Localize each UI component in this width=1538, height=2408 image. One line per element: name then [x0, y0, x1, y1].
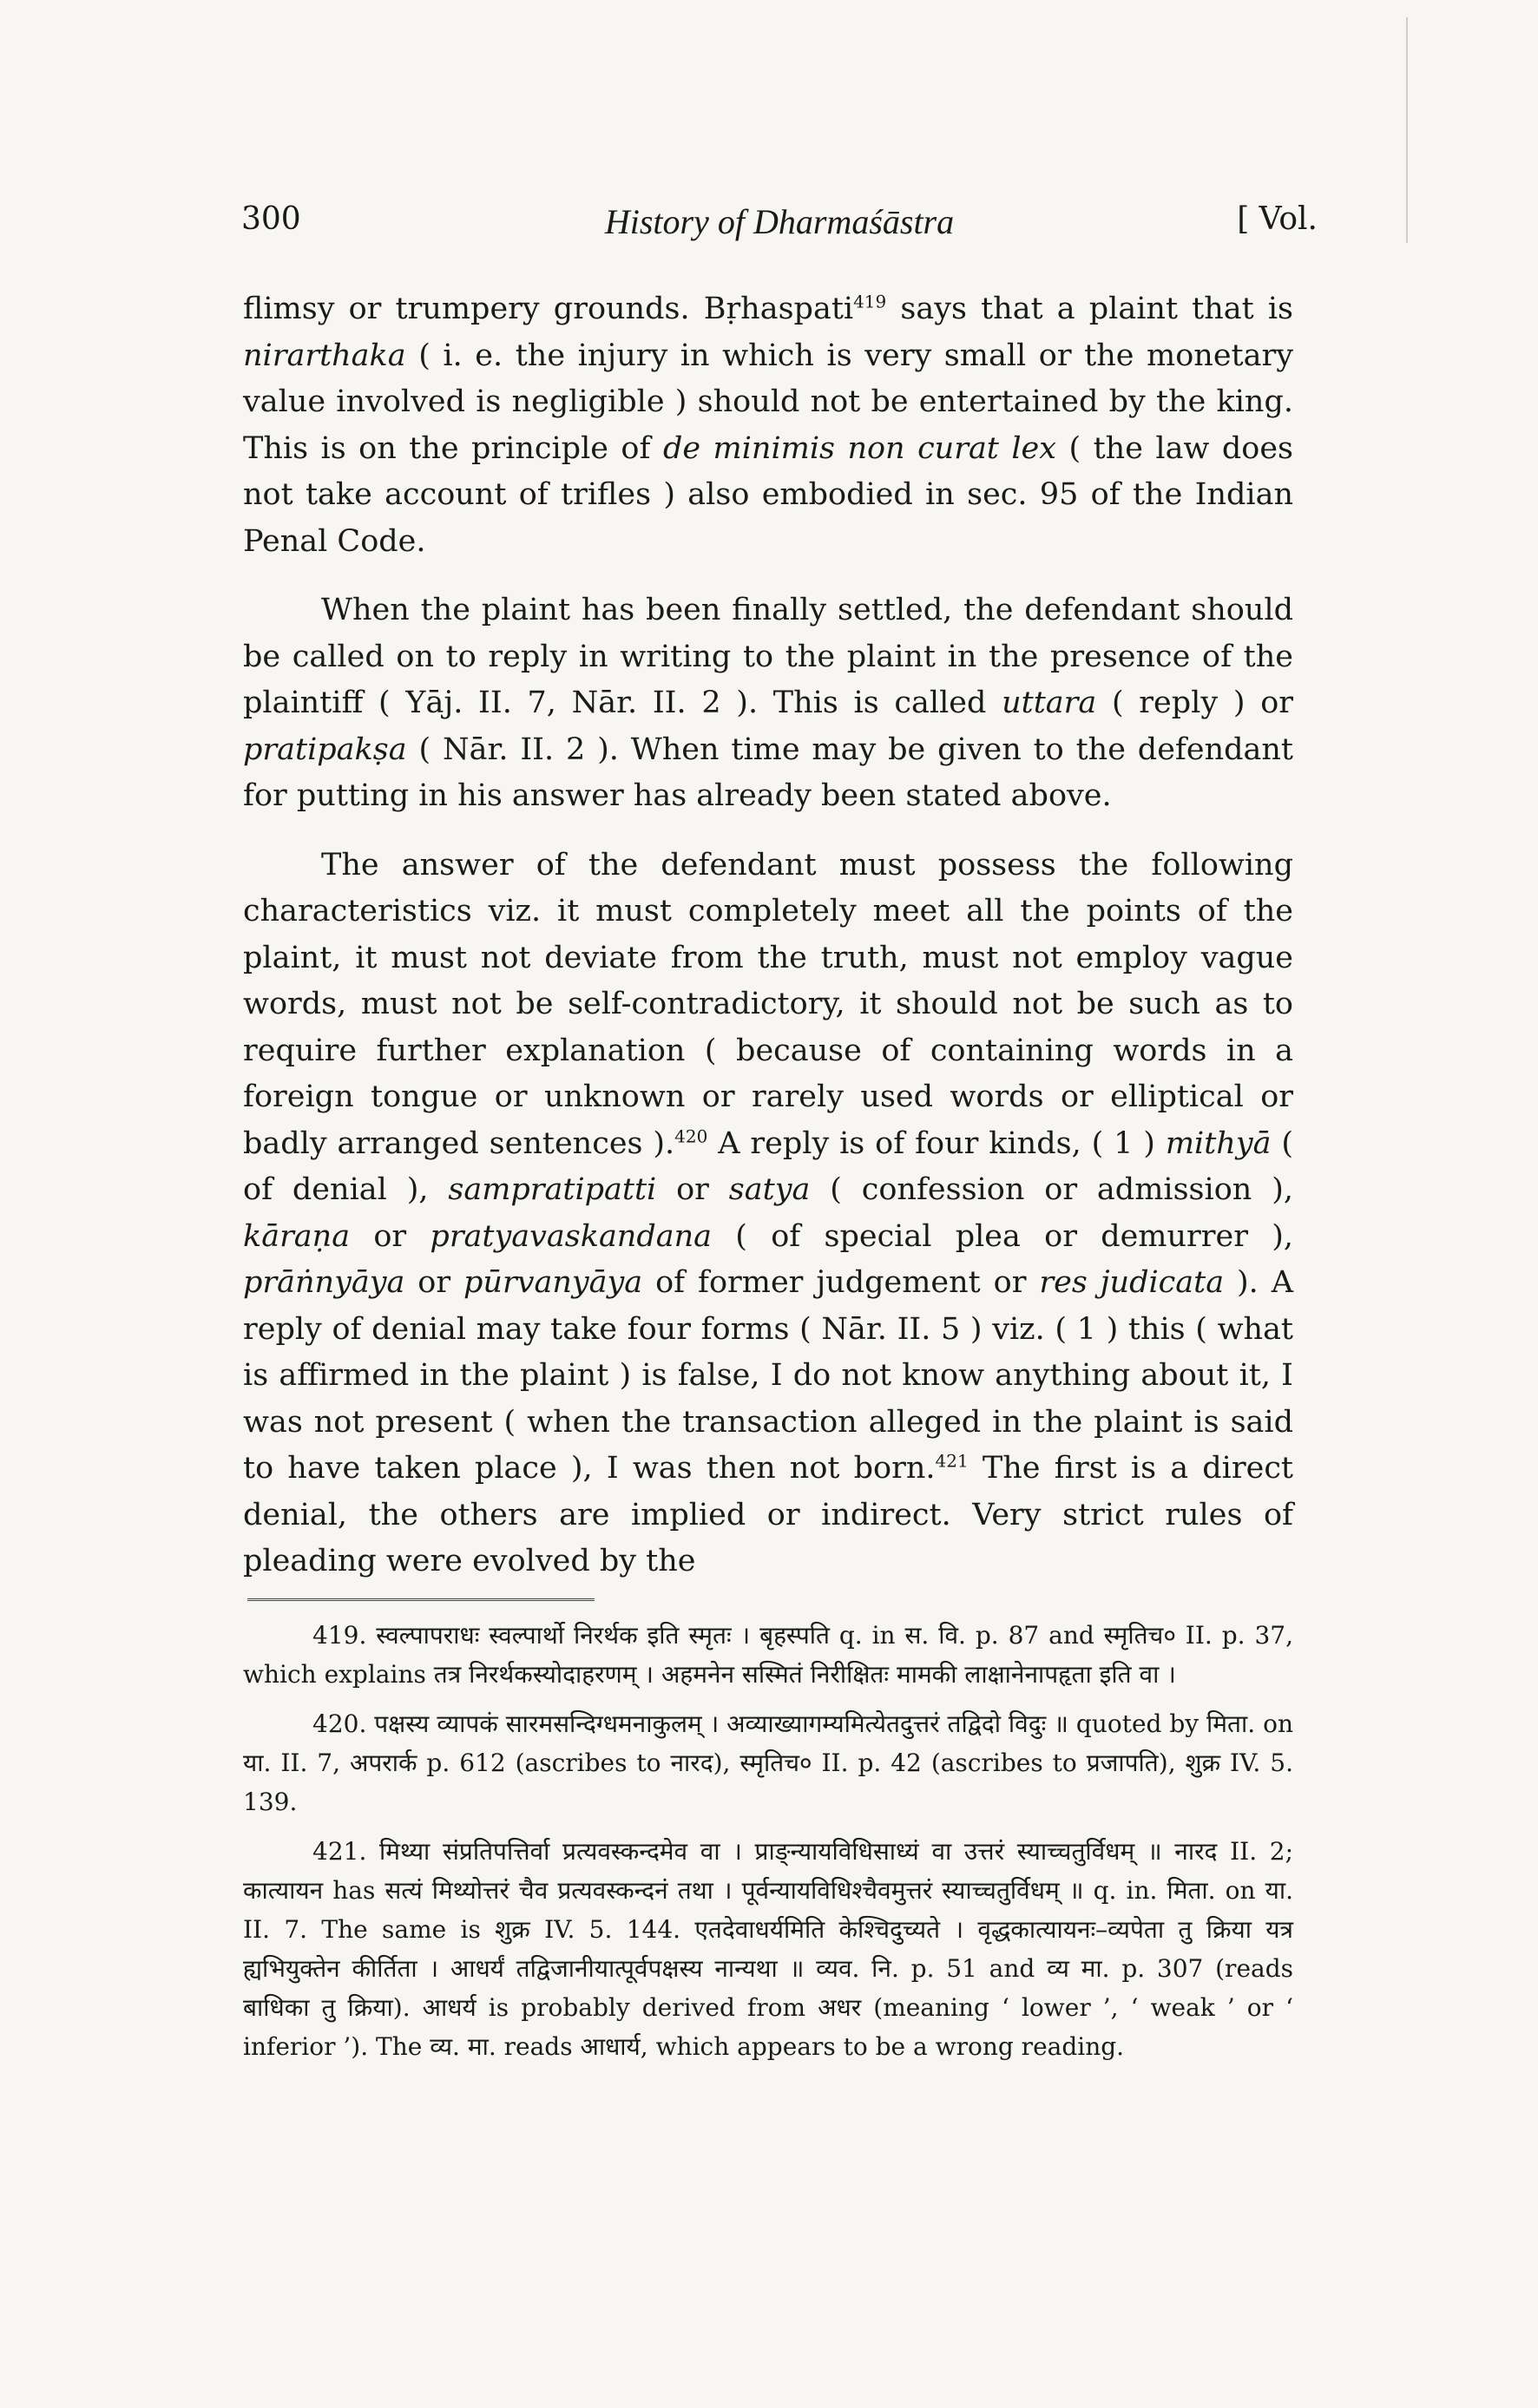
page-number: 300	[241, 201, 301, 237]
footnote-number: 421.	[312, 1837, 367, 1866]
page-edge-line	[1406, 17, 1408, 243]
footnote-419	[243, 1616, 1293, 1694]
footnote-divider	[247, 1598, 595, 1601]
footnote-ref-420: 420	[674, 1125, 708, 1146]
footnote-number: 419.	[312, 1621, 367, 1650]
footnote-420	[243, 1704, 1293, 1821]
footnote-text: पक्षस्य व्यापकं सारमसन्दिग्धमनाकुलम् । अव्याख्यागम्यमित्येतदुत्तरं तद्विदो विदुः ॥ quoted by मिता. on या. II. 7, अपरार्क p. 612 (ascribes to नारद), स्मृतिच० II. p. 42 (ascribes to प्रजापति), शुक्र IV. 5. 139.	[243, 1709, 1293, 1816]
footnote-ref-419: 419	[853, 291, 887, 312]
footnote-text: मिथ्या संप्रतिपत्तिर्वा प्रत्यवस्कन्दमेव वा । प्राङ्न्यायविधिसाध्यं वा उत्तरं स्याच्चतुर्विधम् ॥ नारद II. 2; कात्यायन has सत्यं मिथ्योत्तरं चैव प्रत्यवस्कन्दनं तथा । पूर्वन्यायविधिश्चैवमुत्तरं स्याच्चतुर्विधम् ॥ q. in. मिता. on या. II. 7. The same is शुक्र IV. 5. 144. एतदेवाधर्यमिति केश्चिदुच्यते । वृद्धकात्यायनः–व्यपेता तु क्रिया यत्र ह्यभियुक्तेन कीर्तिता । आधर्यं तद्विजानीयात्पूर्वपक्षस्य नान्यथा ॥ व्यव. नि. p. 51 and व्य मा. p. 307 (reads बाधिका तु क्रिया). आधर्य is probably derived from अधर (meaning ‘ lower ’, ‘ weak ’ or ‘ inferior ’). The व्य. मा. reads आधार्य, which appears to be a wrong reading.	[243, 1837, 1293, 2061]
volume-marker: [ Vol.	[1237, 201, 1318, 237]
paragraph-1: flimsy or trumpery grounds. Bṛhaspati$^{419}$ says that a plaint that is nirarthaka ( i. e. the injury in which is very small or the monetary value involved is negligible ) should not be entertained by the king. This is on the principle of de minimis non curat lex ( the law does not take account of trifles ) also embodied in sec. 95 of the Indian Penal Code.	[243, 291, 1294, 559]
running-title: History of Dharmaśāstra	[604, 202, 955, 241]
running-header	[241, 201, 1318, 253]
footnote-ref-421: 421	[935, 1450, 969, 1472]
paragraph-3: The answer of the defendant must possess the following characteristics viz. it must completely meet all the points of the plaint, it must not deviate from the truth, must not employ vague words, must not be self-contradictory, it should not be such as to require further explanation ( because of containing words in a foreign tongue or unknown or rarely used words or elliptical or badly arranged sentences ).$^{420}$ A reply is of four kinds, ( 1 ) mithyā ( of denial ), sampratipatti or satya ( confession or admission ), kāraṇa or pratyavaskandana ( of special plea or demurrer ), prāṅnyāya or pūrvanyāya of former judgement or res judicata ). A reply of denial may take four forms ( Nār. II. 5 ) viz. ( 1 ) this ( what is affirmed in the plaint ) is false, I do not know anything about it, I was not present ( when the transaction alleged in the plaint is said to have taken place ), I was then not born.$^{421}$ The first is a direct denial, the others are implied or indirect. Very strict rules of pleading were evolved by the	[243, 847, 1294, 1578]
footnote-number: 420.	[312, 1709, 367, 1738]
paragraph-2: When the plaint has been finally settled, the defendant should be called on to reply in writing to the plaint in the presence of the plaintiff ( Yāj. II. 7, Nār. II. 2 ). This is called uttara ( reply ) or pratipakṣa ( Nār. II. 2 ). When time may be given to the defendant for putting in his answer has already been stated above.	[243, 593, 1293, 813]
body-text	[243, 286, 1293, 1608]
footnote-text: स्वल्पापराधः स्वल्पार्थो निरर्थक इति स्मृतः । बृहस्पति q. in स. वि. p. 87 and स्मृतिच० II. p. 37, which explains तत्र निरर्थकस्योदाहरणम् । अहमनेन सस्मितं निरीक्षितः मामकी लाक्षानेनापहृता इति वा ।	[243, 1621, 1293, 1689]
footnotes	[243, 1616, 1293, 2077]
footnote-421	[243, 1832, 1293, 2066]
